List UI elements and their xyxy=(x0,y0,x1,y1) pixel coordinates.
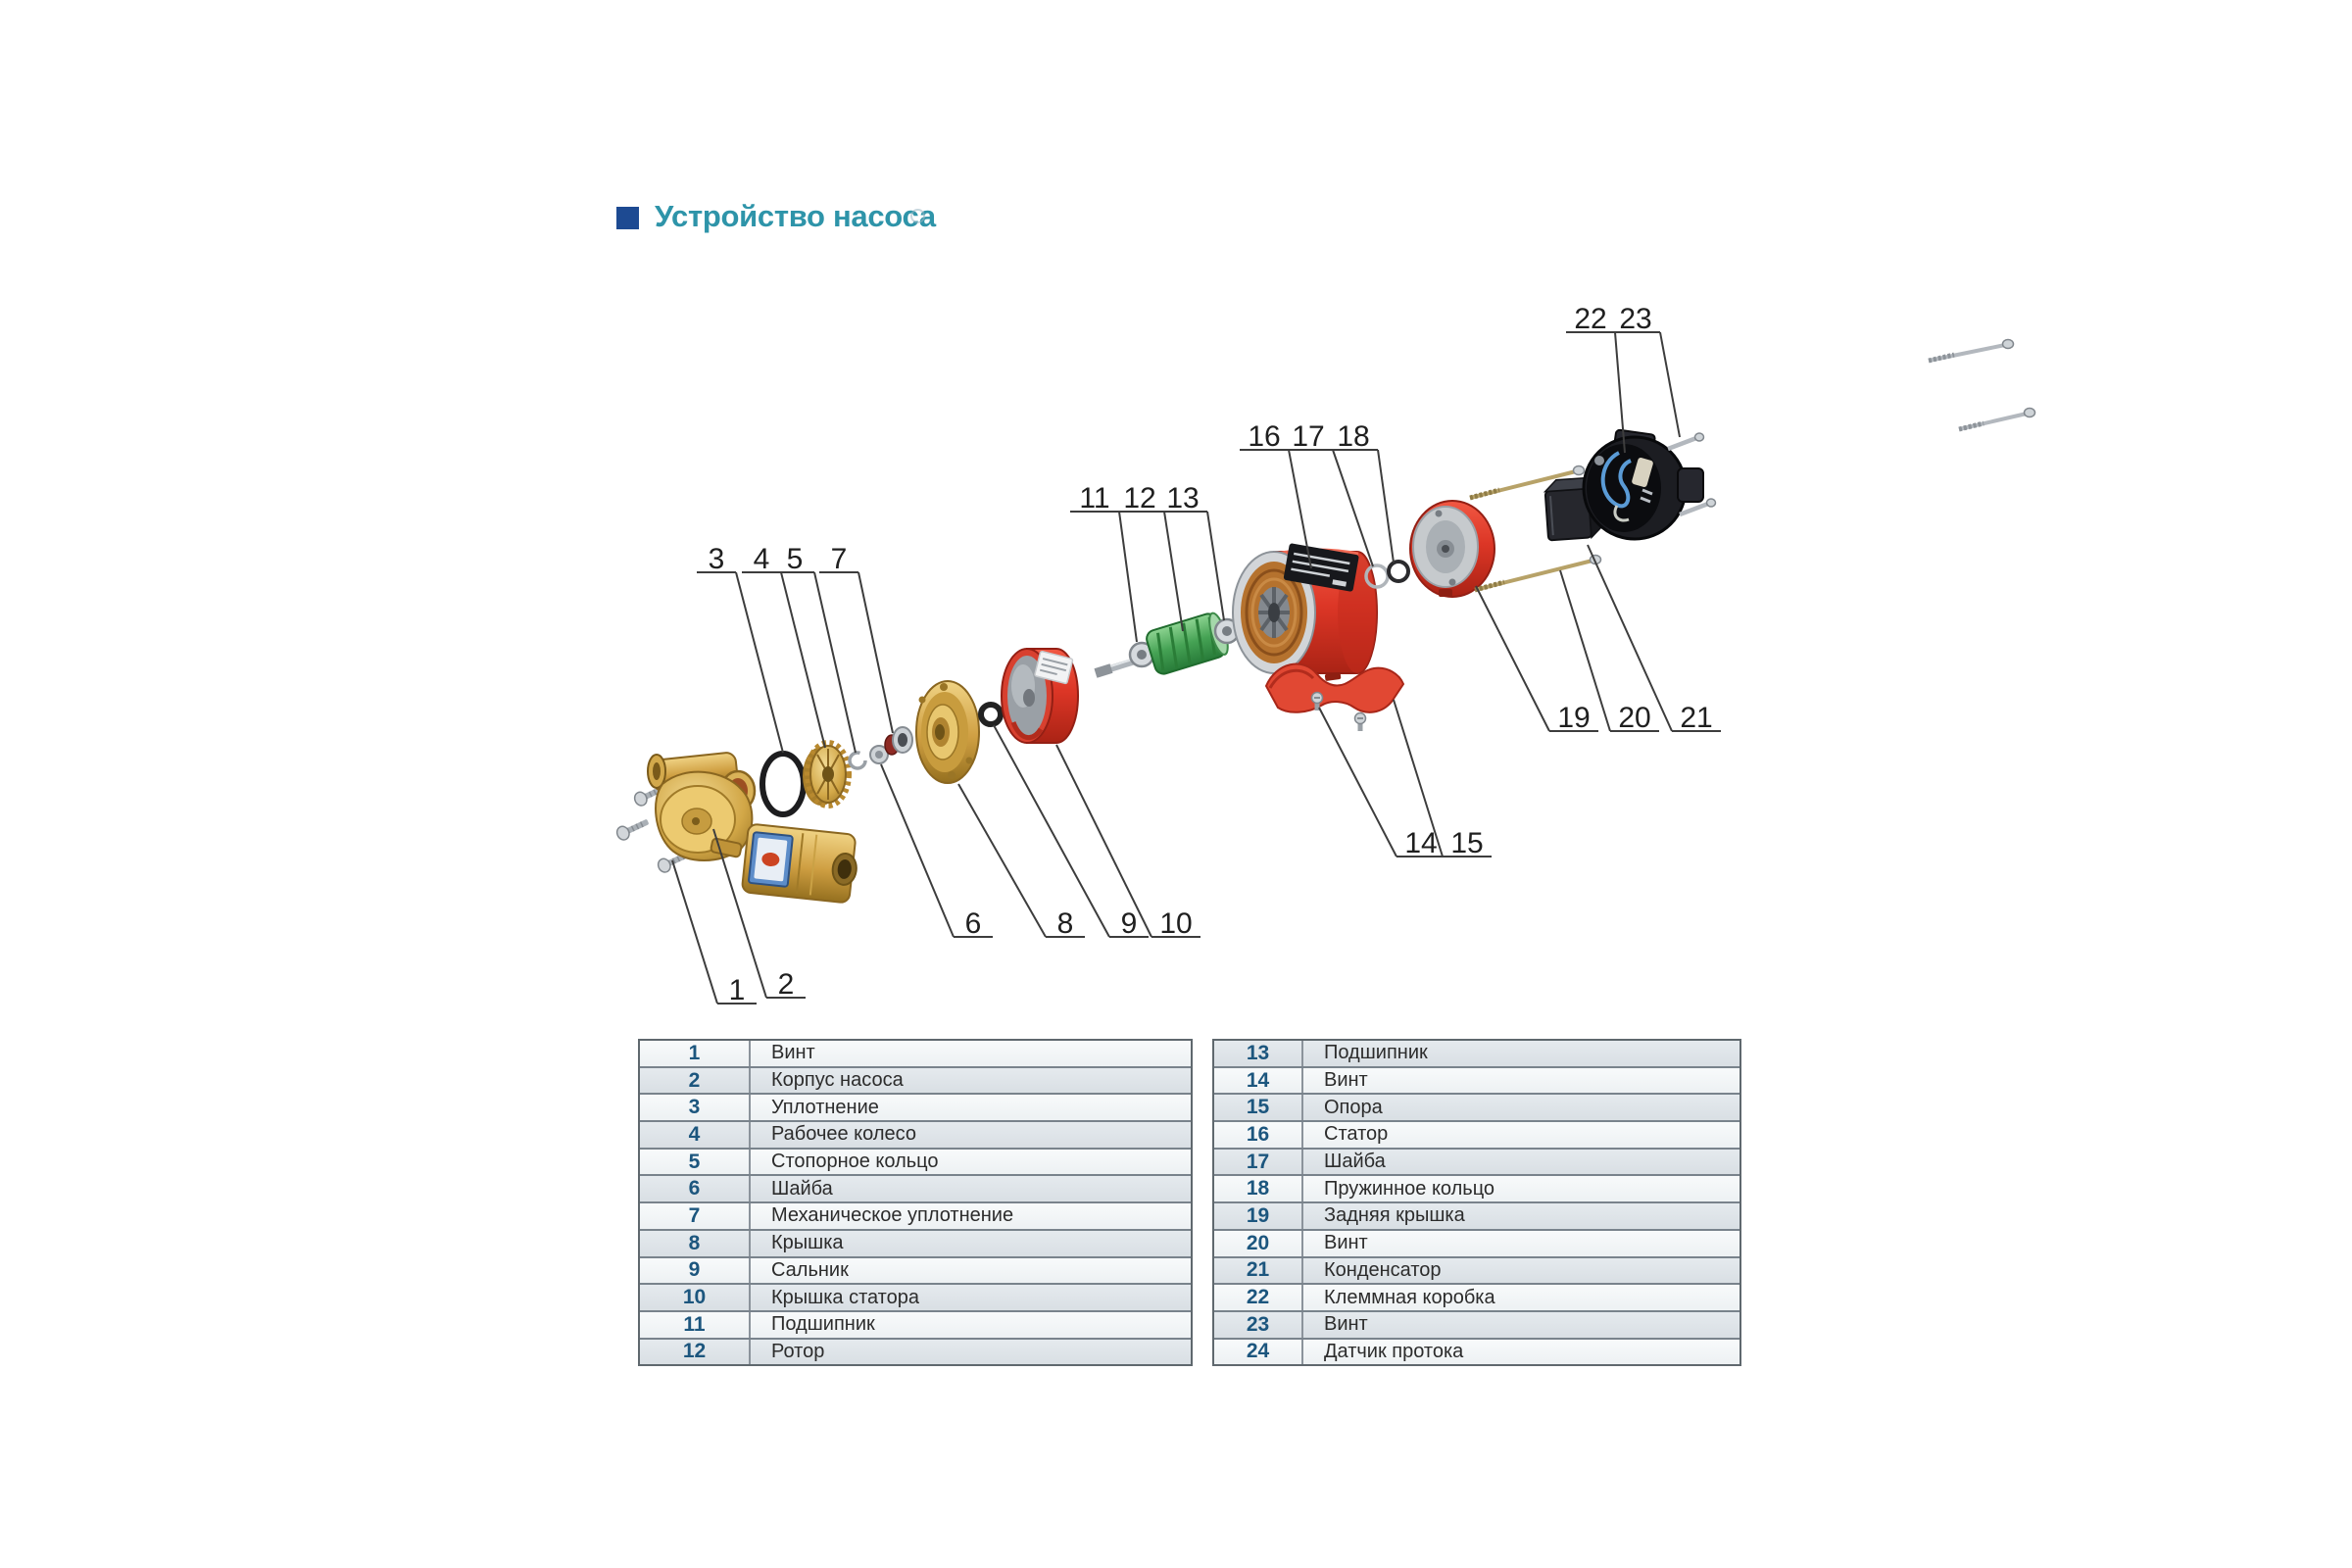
table-row xyxy=(1214,1310,1740,1338)
part-number: 2 xyxy=(640,1068,751,1094)
part-name: Механическое уплотнение xyxy=(771,1204,1014,1227)
part-name: Уплотнение xyxy=(771,1096,879,1118)
parts-table-right xyxy=(1212,1039,1741,1366)
callout-6 xyxy=(881,764,993,940)
part-name: Сальник xyxy=(771,1258,849,1281)
table-row xyxy=(1214,1120,1740,1148)
retaining-ring xyxy=(850,753,865,768)
part-name: Шайба xyxy=(771,1177,833,1200)
svg-text:11: 11 xyxy=(1079,482,1110,514)
rotor-assembly xyxy=(1096,611,1245,676)
spring-ring xyxy=(1389,562,1408,581)
svg-text:8: 8 xyxy=(1056,907,1074,940)
part-name: Клеммная коробка xyxy=(1324,1286,1495,1308)
callout-18 xyxy=(1329,420,1394,563)
svg-text:10: 10 xyxy=(1159,907,1193,940)
part-name: Рабочее колесо xyxy=(771,1123,916,1146)
part-name: Крышка xyxy=(771,1232,844,1254)
part-number: 11 xyxy=(640,1312,751,1338)
part-name: Шайба xyxy=(1324,1151,1386,1173)
table-row xyxy=(640,1041,1191,1066)
callout-13 xyxy=(1158,482,1224,620)
svg-text:18: 18 xyxy=(1337,420,1370,453)
callout-3 xyxy=(697,543,783,753)
table-row xyxy=(640,1201,1191,1229)
part-number: 9 xyxy=(640,1258,751,1284)
terminal-box xyxy=(1584,429,1703,539)
gland-ring xyxy=(981,705,1001,724)
part-number: 16 xyxy=(1214,1122,1303,1148)
part-number: 12 xyxy=(640,1340,751,1365)
svg-text:15: 15 xyxy=(1450,827,1484,859)
table-row xyxy=(1214,1256,1740,1284)
part-number: 21 xyxy=(1214,1258,1303,1284)
table-row xyxy=(640,1310,1191,1338)
table-row xyxy=(640,1093,1191,1120)
svg-text:6: 6 xyxy=(964,907,982,940)
part-name: Стопорное кольцо xyxy=(771,1151,939,1173)
table-row xyxy=(1214,1338,1740,1365)
svg-text:13: 13 xyxy=(1166,482,1200,514)
part-number: 24 xyxy=(1214,1340,1303,1365)
part-number: 20 xyxy=(1214,1231,1303,1256)
cover-flange xyxy=(916,681,979,783)
svg-text:7: 7 xyxy=(830,543,848,575)
part-number: 5 xyxy=(640,1150,751,1175)
part-number: 22 xyxy=(1214,1285,1303,1310)
part-name: Винт xyxy=(1324,1313,1368,1336)
part-name: Опора xyxy=(1324,1096,1383,1118)
svg-text:1: 1 xyxy=(728,974,746,1006)
table-row xyxy=(640,1229,1191,1256)
table-row xyxy=(640,1174,1191,1201)
callout-14 xyxy=(1319,708,1446,859)
part-number: 19 xyxy=(1214,1203,1303,1229)
part-number: 3 xyxy=(640,1095,751,1120)
table-row xyxy=(1214,1174,1740,1201)
long-bolts xyxy=(1470,340,2035,591)
table-row xyxy=(640,1066,1191,1094)
part-name: Пружинное кольцо xyxy=(1324,1177,1495,1200)
svg-text:23: 23 xyxy=(1619,303,1652,335)
part-name: Винт xyxy=(771,1042,815,1064)
part-number: 7 xyxy=(640,1203,751,1229)
rotor-core xyxy=(1145,611,1232,676)
part-name: Датчик протока xyxy=(1324,1340,1464,1362)
table-row xyxy=(640,1283,1191,1310)
part-number: 8 xyxy=(640,1231,751,1256)
flow-sensor xyxy=(742,823,860,904)
part-name: Винт xyxy=(1324,1232,1368,1254)
parts-table-left xyxy=(638,1039,1193,1366)
rear-cover xyxy=(1410,501,1494,597)
callout-19 xyxy=(1476,586,1598,734)
svg-text:14: 14 xyxy=(1404,827,1438,859)
stator-cover xyxy=(1002,649,1078,743)
part-number: 14 xyxy=(1214,1068,1303,1094)
part-name: Винт xyxy=(1324,1069,1368,1092)
part-name: Корпус насоса xyxy=(771,1069,904,1092)
table-row xyxy=(640,1120,1191,1148)
table-row xyxy=(1214,1148,1740,1175)
page-title: Устройство насоса xyxy=(655,199,936,233)
svg-text:2: 2 xyxy=(777,968,795,1001)
part-number: 6 xyxy=(640,1176,751,1201)
svg-text:3: 3 xyxy=(708,543,725,575)
svg-text:16: 16 xyxy=(1248,420,1281,453)
stator xyxy=(1233,543,1377,673)
part-number: 17 xyxy=(1214,1150,1303,1175)
svg-text:20: 20 xyxy=(1618,702,1651,734)
impeller xyxy=(803,743,849,806)
part-number: 23 xyxy=(1214,1312,1303,1338)
svg-text:19: 19 xyxy=(1557,702,1591,734)
part-name: Конденсатор xyxy=(1324,1258,1442,1281)
part-number: 18 xyxy=(1214,1176,1303,1201)
table-row xyxy=(1214,1201,1740,1229)
svg-text:12: 12 xyxy=(1123,482,1156,514)
part-number: 15 xyxy=(1214,1095,1303,1120)
part-name: Крышка статора xyxy=(771,1286,919,1308)
part-name: Статор xyxy=(1324,1123,1389,1146)
table-row xyxy=(640,1148,1191,1175)
table-row xyxy=(1214,1229,1740,1256)
table-row xyxy=(1214,1093,1740,1120)
part-number: 10 xyxy=(640,1285,751,1310)
table-row xyxy=(1214,1283,1740,1310)
table-row xyxy=(1214,1041,1740,1066)
part-number: 1 xyxy=(640,1041,751,1066)
part-name: Подшипник xyxy=(1324,1042,1428,1064)
svg-text:21: 21 xyxy=(1680,702,1713,734)
svg-text:4: 4 xyxy=(753,543,770,575)
part-number: 13 xyxy=(1214,1041,1303,1066)
table-row xyxy=(640,1256,1191,1284)
part-name: Задняя крышка xyxy=(1324,1204,1465,1227)
svg-text:17: 17 xyxy=(1292,420,1325,453)
svg-text:22: 22 xyxy=(1574,303,1607,335)
part-name: Подшипник xyxy=(771,1313,875,1336)
svg-text:9: 9 xyxy=(1120,907,1138,940)
pump-housing xyxy=(648,752,755,860)
svg-text:5: 5 xyxy=(786,543,804,575)
callout-22 xyxy=(1566,303,1625,453)
mechanical-seal xyxy=(885,727,912,755)
part-name: Ротор xyxy=(771,1340,825,1362)
o-ring-seal xyxy=(762,754,804,814)
table-row xyxy=(640,1338,1191,1365)
table-row xyxy=(1214,1066,1740,1094)
part-number: 4 xyxy=(640,1122,751,1148)
callout-21 xyxy=(1588,545,1721,734)
